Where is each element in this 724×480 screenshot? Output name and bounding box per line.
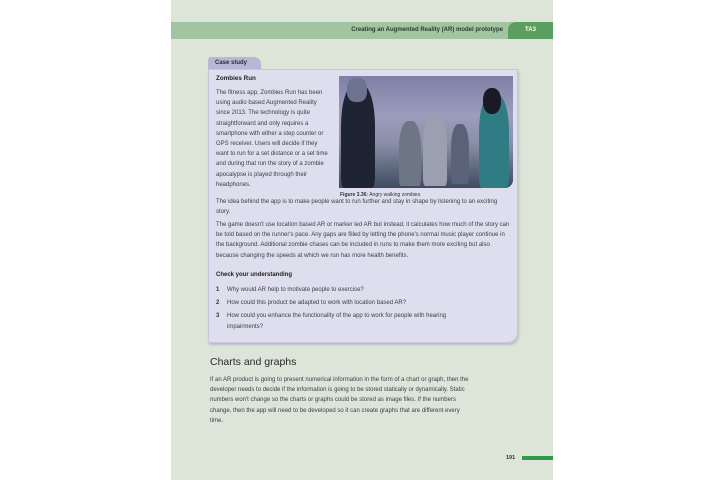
section-body: If an AR product is going to present numerical information in the form of a chart or graph, then the developer needs to decide if the information is going to be stored statically or dynamically. Static numbers won't change so the charts or graphs could be stored as image files. If the numbers change, then the app will need to be developed so it can create graphs that are different every time. [210,377,469,424]
question-item [216,298,511,308]
case-study-tab: Case study [208,57,261,70]
case-study-box [208,69,518,343]
case-study-paragraph: The idea behind the app is to make people want to run further and stay in shape by listening to an exciting story. [216,199,498,216]
question-item [216,285,511,295]
page-number: 191 [506,455,516,461]
case-study-paragraph: The fitness app, Zombies Run has been using audio based Augmented Reality since 2013. The technology is quite straightforward and only requires a smartphone with either a step counter or GPS receiver. Users will decide if they want to run for a set distance or a set time and during that run the story of a zombie apocalypse is played through their headphones. [216,90,328,188]
question-list [216,285,511,335]
running-header [171,22,553,39]
unit-tab: TA3 [508,22,553,39]
section-title: Charts and graphs [210,356,297,368]
question-text: How could this product be adapted to work with location based AR? [227,300,407,307]
check-understanding-heading: Check your understanding [216,272,293,278]
page-bar-decoration [522,456,553,460]
question-number: 2 [216,300,220,307]
figure-caption-text: Angry walking zombies [369,192,421,198]
figure-label: Figure 3.36: [340,192,369,198]
question-item [216,311,511,331]
question-text: How could you enhance the functionality of the app to work for people with hearing impairments? [227,313,447,330]
book-page [171,0,553,480]
case-study-heading: Zombies Run [216,75,256,82]
question-text: Why would AR help to motivate people to exercise? [227,287,364,293]
question-number: 1 [216,287,220,293]
header-title: Creating an Augmented Reality (AR) model prototype [351,27,503,33]
case-study-paragraph: The game doesn't use location based AR or marker led AR but instead, it calculates how much of the story can be told based on the runner's pace. Any gaps are filled by letting the phone's normal music player continue in the background. Additional zombie chases can be included in runs to make them more exciting but also because changing the speeds at which we run has more health benefits. [216,222,510,259]
zombies-photo [339,76,513,188]
question-number: 3 [216,313,220,320]
